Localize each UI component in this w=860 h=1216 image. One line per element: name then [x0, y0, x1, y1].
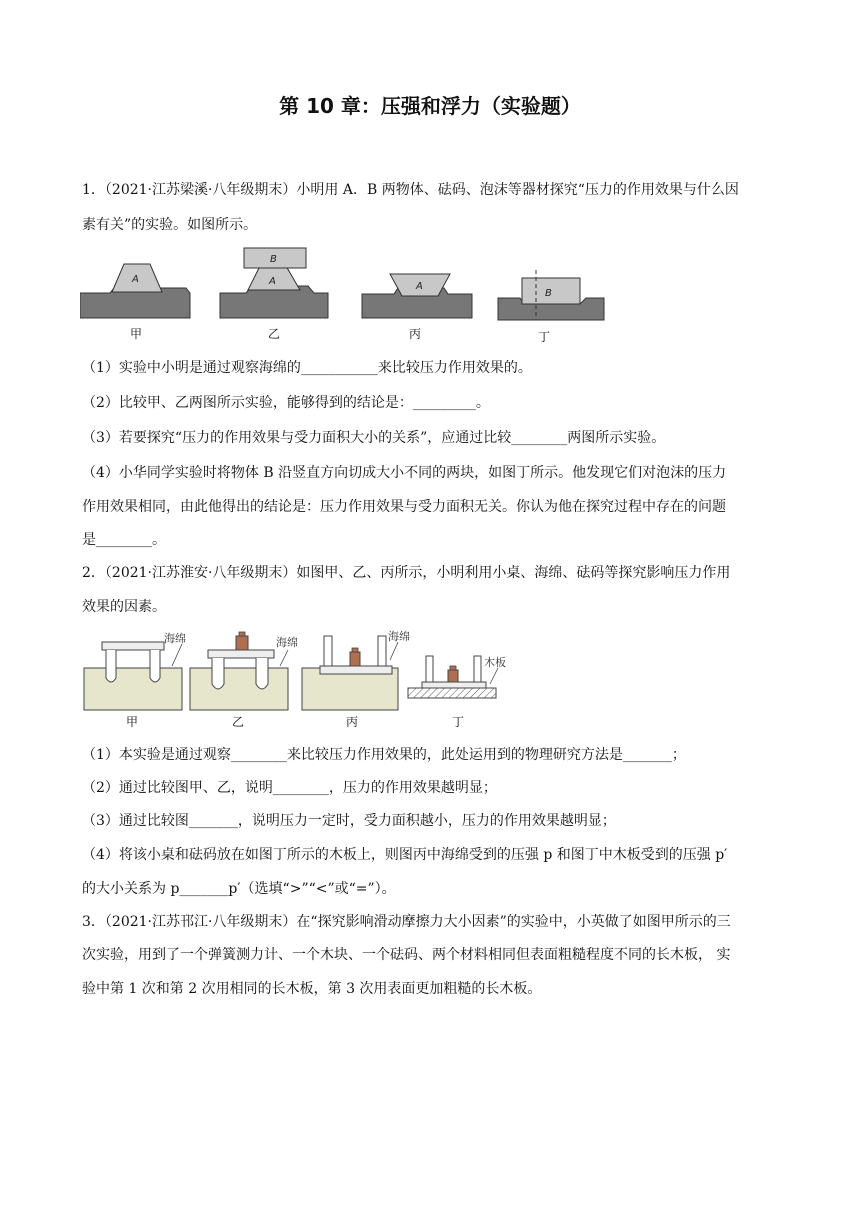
q1-intro-line2: 素有关”的实验。如图所示。: [82, 217, 258, 233]
q1-part1: （1）实验中小明是通过观察海绵的___________来比较压力作用效果的。: [82, 360, 532, 376]
q2-figure: [80, 628, 510, 728]
q3-line3: 验中第 1 次和第 2 次用相同的长木板，第 3 次用表面更加粗糙的长木板。: [82, 981, 542, 997]
q2-fig-jia: [84, 631, 186, 728]
q2-intro-line1: 2．（2021·江苏淮安·八年级期末）如图甲、乙、丙所示，小明利用小桌、海绵、砝码等探究影响压力作用: [82, 565, 731, 581]
page-title: 第 10 章：压强和浮力（实验题）: [279, 94, 581, 118]
q2-cap-ding: 丁: [452, 715, 465, 728]
q3-line1: 3．（2021·江苏邗江·八年级期末）在“探究影响滑动摩擦力大小因素”的实验中，小英做了如图甲所示的三: [82, 914, 731, 930]
q2-part4-line2: 的大小关系为 p_______p′（选填“>”“<”或“=”）。: [82, 881, 396, 897]
q2-fig-ding: [408, 655, 506, 728]
q2-label-board: 木板: [484, 656, 506, 669]
q2-part2: （2）通过比较图甲、乙，说明________，压力的作用效果越明显；: [82, 780, 497, 796]
q1-block-b-label-2: B: [545, 288, 552, 299]
q2-intro-line2: 效果的因素。: [82, 599, 166, 615]
q1-block-a-label-2: A: [269, 276, 276, 287]
q1-part4-line1: （4）小华同学实验时将物体 B 沿竖直方向切成大小不同的两块，如图丁所示。他发现它们对泡沫的压力: [82, 465, 727, 481]
q1-cap-jia: 甲: [130, 327, 143, 341]
q1-block-a-label-1: A: [132, 274, 139, 285]
q2-cap-jia: 甲: [126, 715, 139, 728]
q2-part4-line1: （4）将该小桌和砝码放在如图丁所示的木板上，则图丙中海绵受到的压强 p 和图丁中木板受到的压强 p′: [82, 847, 728, 863]
q1-fig-yi: [220, 248, 328, 341]
q1-cap-bing: 丙: [409, 327, 422, 341]
q1-figure: [80, 246, 610, 346]
q1-block-b-label-1: B: [270, 254, 277, 265]
q1-part2: （2）比较甲、乙两图所示实验，能够得到的结论是：_________。: [82, 395, 490, 411]
q1-cap-yi: 乙: [268, 327, 281, 341]
q2-label-sponge-2: 海绵: [276, 636, 298, 649]
q1-cap-ding: 丁: [538, 330, 551, 344]
q1-part3: （3）若要探究“压力的作用效果与受力面积大小的关系”，应通过比较________两图所示实验。: [82, 430, 666, 446]
q2-fig-yi: [190, 632, 298, 728]
q1-block-a-label-3: A: [416, 281, 423, 292]
q2-part1: （1）本实验是通过观察________来比较压力作用效果的，此处运用到的物理研究方法是_______；: [82, 747, 686, 763]
q2-cap-yi: 乙: [232, 715, 245, 728]
q1-part4-line2: 作用效果相同，由此他得出的结论是：压力作用效果与受力面积无关。你认为他在探究过程中存在的问题: [82, 499, 726, 515]
q1-intro-line1: 1．（2021·江苏梁溪·八年级期末）小明用 A．B 两物体、砝码、泡沫等器材探究“压力的作用效果与什么因: [82, 182, 739, 198]
q3-line2: 次实验，用到了一个弹簧测力计、一个木块、一个砝码、两个材料相同但表面粗糙程度不同的长木板， 实: [82, 947, 731, 963]
q2-fig-bing: [302, 629, 410, 728]
q2-label-sponge-1: 海绵: [164, 632, 186, 645]
q2-cap-bing: 丙: [346, 715, 359, 728]
q1-fig-ding: [498, 270, 604, 344]
q1-fig-bing: [362, 274, 472, 341]
q2-label-sponge-3: 海绵: [388, 630, 410, 643]
q1-part4-line3: 是________。: [82, 532, 166, 548]
q1-fig-jia: [80, 264, 190, 341]
q2-part3: （3）通过比较图_______，说明压力一定时，受力面积越小，压力的作用效果越明显；: [82, 813, 616, 829]
